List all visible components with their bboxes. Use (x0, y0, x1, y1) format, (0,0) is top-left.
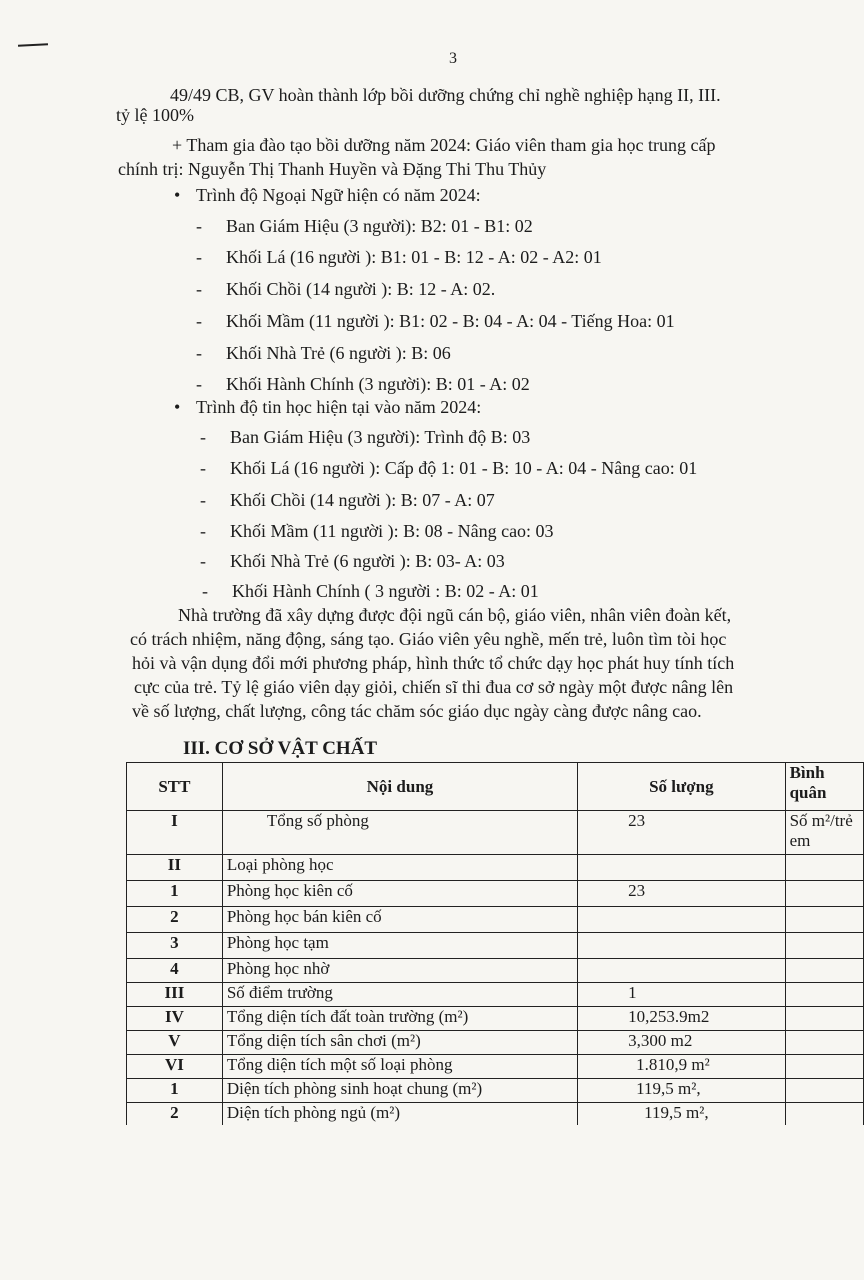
list-item: - Khối Nhà Trẻ (6 người ): B: 06 (196, 343, 451, 363)
paragraph2-line2: chính trị: Nguyễn Thị Thanh Huyền và Đặng Thi Thu Thủy (118, 159, 547, 179)
cell-content: Số điểm trường (222, 983, 577, 1007)
table-row (127, 1079, 864, 1103)
cell-quantity: 23 (578, 811, 785, 855)
bullet-icon: • (174, 397, 181, 417)
cell-stt: VI (127, 1055, 223, 1079)
paragraph3-line: Nhà trường đã xây dựng được đội ngũ cán bộ, giáo viên, nhân viên đoàn kết, (178, 605, 732, 625)
cell-average (785, 983, 863, 1007)
table-row (127, 1031, 864, 1055)
pen-mark (18, 43, 48, 47)
cell-stt: I (127, 811, 223, 855)
cell-quantity: 119,5 m², (578, 1103, 785, 1125)
list-item: - Khối Nhà Trẻ (6 người ): B: 03- A: 03 (200, 551, 505, 571)
table-row (127, 1103, 864, 1125)
cell-average (785, 1007, 863, 1031)
item-text: Khối Chồi (14 người ): B: 12 - A: 02. (226, 279, 496, 299)
cell-average (785, 1031, 863, 1055)
list-item: - Khối Mầm (11 người ): B: 08 - Nâng cao: 03 (200, 521, 554, 541)
cell-average (785, 1079, 863, 1103)
table-row (127, 907, 864, 933)
foreign-language-heading (174, 184, 481, 206)
item-text: Khối Chồi (14 người ): B: 07 - A: 07 (230, 490, 495, 510)
table-row (127, 811, 864, 855)
cell-quantity: 1.810,9 m² (578, 1055, 785, 1079)
cell-quantity: 119,5 m², (578, 1079, 785, 1103)
item-text: Ban Giám Hiệu (3 người): B2: 01 - B1: 02 (226, 216, 533, 236)
item-text: Khối Lá (16 người ): B1: 01 - B: 12 - A: 02 - A2: 01 (226, 247, 602, 267)
paragraph1-line2: tỷ lệ 100% (116, 105, 194, 125)
cell-content: Phòng học bán kiên cố (222, 907, 577, 933)
cell-stt: 1 (127, 881, 223, 907)
cell-content: Tổng diện tích sân chơi (m²) (222, 1031, 577, 1055)
list-item: - Ban Giám Hiệu (3 người): B2: 01 - B1: 02 (196, 216, 533, 236)
paragraph2-line1: + Tham gia đào tạo bồi dưỡng năm 2024: Giáo viên tham gia học trung cấp (172, 135, 716, 155)
cell-quantity: 23 (578, 881, 785, 907)
list-item: - Ban Giám Hiệu (3 người): Trình độ B: 03 (200, 427, 531, 447)
cell-content: Tổng diện tích một số loại phòng (222, 1055, 577, 1079)
paragraph3-line: hỏi và vận dụng đổi mới phương pháp, hình thức tổ chức dạy học phát huy tính tích (132, 653, 735, 673)
cell-content: Tổng số phòng (222, 811, 577, 855)
table-row (127, 1007, 864, 1031)
list-item: - Khối Lá (16 người ): B1: 01 - B: 12 - A: 02 - A2: 01 (196, 247, 602, 267)
table-row (127, 1055, 864, 1079)
item-text: Khối Hành Chính (3 người): B: 01 - A: 02 (226, 374, 530, 394)
it-skills-heading (174, 396, 481, 418)
cell-stt: 1 (127, 1079, 223, 1103)
cell-average (785, 1103, 863, 1125)
cell-average (785, 933, 863, 959)
cell-content: Tổng diện tích đất toàn trường (m²) (222, 1007, 577, 1031)
paragraph3-line: cực của trẻ. Tỷ lệ giáo viên dạy giỏi, chiến sĩ thi đua cơ sở ngày một được nâng lên (134, 677, 734, 697)
cell-average (785, 855, 863, 881)
table-row (127, 959, 864, 983)
header-stt: STT (127, 763, 223, 811)
table-header-row (127, 763, 864, 811)
cell-quantity: 3,300 m2 (578, 1031, 785, 1055)
item-text: Khối Hành Chính ( 3 người : B: 02 - A: 01 (232, 581, 539, 601)
cell-average (785, 959, 863, 983)
cell-quantity (578, 907, 785, 933)
cell-content: Diện tích phòng sinh hoạt chung (m²) (222, 1079, 577, 1103)
cell-quantity (578, 959, 785, 983)
cell-content: Phòng học tạm (222, 933, 577, 959)
facilities-table (126, 762, 864, 1125)
cell-content: Phòng học kiên cố (222, 881, 577, 907)
bullet-icon: • (174, 185, 181, 205)
cell-average (785, 907, 863, 933)
cell-content: Diện tích phòng ngủ (m²) (222, 1103, 577, 1125)
cell-average: Số m²/trẻ em (785, 811, 863, 855)
item-text: Khối Nhà Trẻ (6 người ): B: 03- A: 03 (230, 551, 505, 571)
list-item: - Khối Mầm (11 người ): B1: 02 - B: 04 - A: 04 - Tiếng Hoa: 01 (196, 311, 675, 331)
cell-stt: 4 (127, 959, 223, 983)
table-row (127, 855, 864, 881)
item-text: Khối Lá (16 người ): Cấp độ 1: 01 - B: 10 - A: 04 - Nâng cao: 01 (230, 458, 698, 478)
heading-text: Trình độ Ngoại Ngữ hiện có năm 2024: (196, 185, 481, 205)
cell-stt: V (127, 1031, 223, 1055)
list-item: - Khối Chồi (14 người ): B: 12 - A: 02. (196, 279, 496, 299)
cell-stt: 2 (127, 907, 223, 933)
item-text: Khối Mầm (11 người ): B: 08 - Nâng cao: 03 (230, 521, 554, 541)
section-title: III. CƠ SỞ VẬT CHẤT (183, 738, 378, 759)
cell-average (785, 881, 863, 907)
header-content: Nội dung (222, 763, 577, 811)
page-number: 3 (449, 50, 457, 67)
cell-quantity (578, 933, 785, 959)
cell-quantity: 1 (578, 983, 785, 1007)
cell-average (785, 1055, 863, 1079)
cell-stt: IV (127, 1007, 223, 1031)
item-text: Khối Nhà Trẻ (6 người ): B: 06 (226, 343, 451, 363)
header-quantity: Số lượng (578, 763, 785, 811)
table-row (127, 881, 864, 907)
cell-stt: 2 (127, 1103, 223, 1125)
table-row (127, 933, 864, 959)
item-text: Ban Giám Hiệu (3 người): Trình độ B: 03 (230, 427, 531, 447)
paragraph3-line: có trách nhiệm, năng động, sáng tạo. Giáo viên yêu nghề, mến trẻ, luôn tìm tòi học (130, 629, 727, 649)
heading-text: Trình độ tin học hiện tại vào năm 2024: (196, 397, 482, 417)
cell-stt: II (127, 855, 223, 881)
paragraph1-line1: 49/49 CB, GV hoàn thành lớp bồi dưỡng chứng chỉ nghề nghiệp hạng II, III. (170, 85, 721, 105)
cell-quantity: 10,253.9m2 (578, 1007, 785, 1031)
cell-content: Loại phòng học (222, 855, 577, 881)
list-item: - Khối Lá (16 người ): Cấp độ 1: 01 - B: 10 - A: 04 - Nâng cao: 01 (200, 458, 698, 478)
item-text: Khối Mầm (11 người ): B1: 02 - B: 04 - A: 04 - Tiếng Hoa: 01 (226, 311, 675, 331)
list-item: - Khối Hành Chính ( 3 người : B: 02 - A: 01 (202, 581, 539, 601)
list-item: - Khối Chồi (14 người ): B: 07 - A: 07 (200, 490, 495, 510)
cell-stt: 3 (127, 933, 223, 959)
list-item: - Khối Hành Chính (3 người): B: 01 - A: 02 (196, 374, 530, 394)
cell-stt: III (127, 983, 223, 1007)
table-row (127, 983, 864, 1007)
cell-content: Phòng học nhờ (222, 959, 577, 983)
paragraph3-line: về số lượng, chất lượng, công tác chăm sóc giáo dục ngày càng được nâng cao. (132, 701, 702, 721)
header-average: Bình quân (785, 763, 863, 811)
cell-quantity (578, 855, 785, 881)
